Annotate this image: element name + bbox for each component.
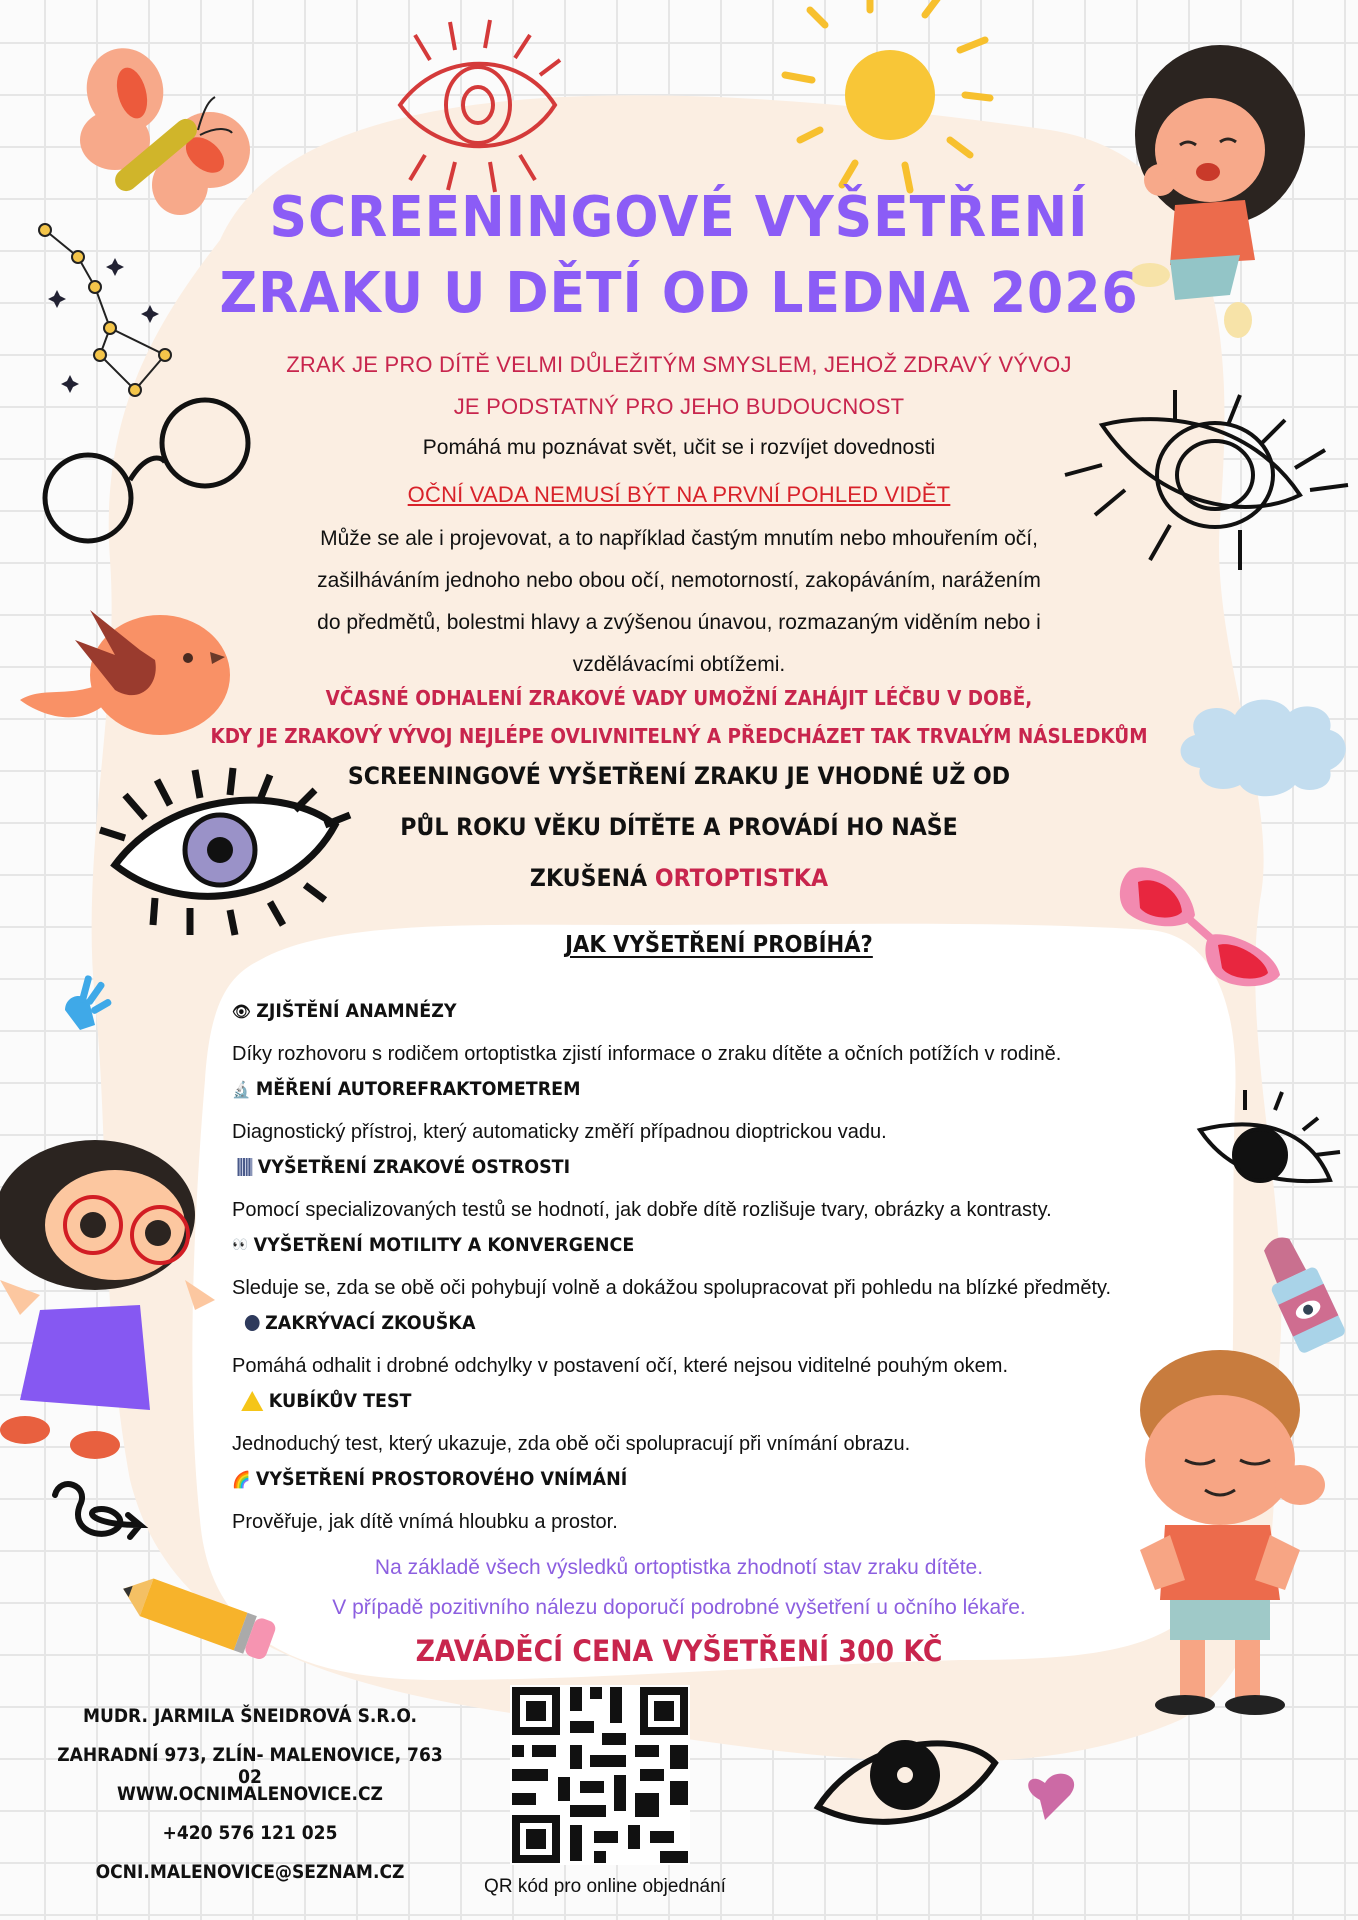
page-title-line-1: SCREENINGOVÉ VYŠETŘENÍ bbox=[269, 185, 1089, 250]
sun-icon bbox=[785, 0, 990, 190]
handprint-icon bbox=[65, 975, 113, 1030]
summary-line-2: V případě pozitivního nálezu doporučí podrobné vyšetření u očního lékaře. bbox=[332, 1596, 1026, 1619]
step-description: Sleduje se, zda se obě oči pohybují volně a dokážou spolupracovat při pohledu na blízké předměty. bbox=[232, 1277, 1112, 1299]
intro-red-line-1: ZRAK JE PRO DÍTĚ VELMI DŮLEŽITÝM SMYSLEM, JEHOŽ ZDRAVÝ VÝVOJ bbox=[286, 352, 1072, 377]
summary-line-1: Na základě všech výsledků ortoptistka zhodnotí stav zraku dítěte. bbox=[374, 1556, 984, 1579]
step-title: ZAKRÝVACÍ ZKOUŠKA bbox=[265, 1312, 476, 1334]
lashed-eye-purple-icon bbox=[100, 768, 350, 935]
symptoms-line: vzdělávacími obtížemi. bbox=[572, 653, 786, 676]
eye-drops-icon bbox=[1252, 1228, 1346, 1354]
age-line-3-prefix: ZKUŠENÁ bbox=[529, 864, 655, 892]
girl-with-glasses-illustration bbox=[0, 1140, 215, 1459]
symptoms-line: do předmětů, bolestmi hlavy a zvýšenou únavou, rozmazaným viděním nebo i bbox=[317, 611, 1041, 634]
page-title-line-2: ZRAKU U DĚTÍ OD LEDNA 2026 bbox=[219, 261, 1139, 326]
intro-red-line-2: JE PODSTATNÝ PRO JEHO BUDOUCNOST bbox=[453, 394, 905, 419]
symptoms-line: zašilháváním jednoho nebo obou očí, nemotorností, zakopáváním, narážením bbox=[317, 569, 1041, 592]
step-title: MĚŘENÍ AUTOREFRAKTOMETREM bbox=[255, 1078, 581, 1100]
bold-outline-eye-icon bbox=[818, 1740, 995, 1822]
step-cover-test bbox=[232, 1312, 497, 1334]
qr-code bbox=[510, 1685, 690, 1865]
symptoms-line: Může se ale i projevovat, a to například častým mnutím nebo mhouřením očí, bbox=[320, 527, 1038, 550]
price: ZAVÁDĚCÍ CENA VYŠETŘENÍ 300 KČ bbox=[415, 1634, 943, 1668]
eye-emoji-icon: 👁 bbox=[232, 1001, 251, 1021]
age-line-3 bbox=[54, 864, 1303, 892]
dark-circle-icon bbox=[245, 1315, 260, 1331]
heart-icon bbox=[1028, 1774, 1074, 1820]
company-name: MUDR. JARMILA ŠNEIDROVÁ S.R.O. bbox=[82, 1705, 418, 1727]
warning-underlined: OČNÍ VADA NEMUSÍ BÝT NA PRVNÍ POHLED VIDĚT bbox=[407, 482, 951, 507]
step-motility bbox=[232, 1234, 669, 1256]
step-title: KUBÍKŮV TEST bbox=[268, 1390, 412, 1412]
age-line-1: SCREENINGOVÉ VYŠETŘENÍ ZRAKU JE VHODNÉ UŽ OD bbox=[347, 762, 1011, 790]
procedure-heading: JAK VYŠETŘENÍ PROBÍHÁ? bbox=[565, 932, 873, 958]
step-title: ZJIŠTĚNÍ ANAMNÉZY bbox=[256, 1000, 457, 1022]
barcode-icon bbox=[238, 1158, 253, 1176]
qr-caption: QR kód pro online objednání bbox=[484, 1876, 726, 1897]
round-glasses-icon bbox=[45, 400, 248, 541]
website-link[interactable]: WWW.OCNIMALENOVICE.CZ bbox=[117, 1783, 383, 1805]
rainbow-icon: 🌈 bbox=[232, 1469, 251, 1489]
step-visual-acuity bbox=[232, 1156, 600, 1178]
dark-pupil-eye-icon bbox=[1200, 1090, 1340, 1181]
step-description: Pomocí specializovaných testů se hodnotí, jak dobře dítě rozlišuje tvary, obrázky a kontrasty. bbox=[232, 1199, 1052, 1221]
step-title: VYŠETŘENÍ MOTILITY A KONVERGENCE bbox=[253, 1234, 635, 1256]
orthoptist-highlight: ORTOPTISTKA bbox=[654, 864, 829, 892]
step-kubik-test bbox=[232, 1390, 427, 1412]
step-description: Prověřuje, jak dítě vnímá hloubku a prostor. bbox=[232, 1511, 618, 1533]
step-title: VYŠETŘENÍ PROSTOROVÉHO VNÍMÁNÍ bbox=[255, 1468, 628, 1490]
yellow-triangle-icon bbox=[241, 1391, 263, 1411]
step-description: Pomáhá odhalit i drobné odchylky v postavení očí, které nejsou viditelné pouhým okem. bbox=[232, 1355, 1008, 1377]
step-anamnesis bbox=[232, 1000, 476, 1022]
age-line-2: PŮL ROKU VĚKU DÍTĚTE A PROVÁDÍ HO NAŠE bbox=[400, 813, 958, 841]
address: ZAHRADNÍ 973, ZLÍN- MALENOVICE, 763 02 bbox=[57, 1744, 443, 1788]
early-detection-line-1: VČASNÉ ODHALENÍ ZRAKOVÉ VADY UMOŽNÍ ZAHÁJIT LÉČBU V DOBĚ, bbox=[325, 686, 1033, 710]
early-detection-line-2: KDY JE ZRAKOVÝ VÝVOJ NEJLÉPE OVLIVNITELNÝ A PŘEDCHÁZET TAK TRVALÝM NÁSLEDKŮM bbox=[210, 724, 1148, 748]
squiggle-arrow-icon bbox=[55, 1484, 140, 1537]
phone-link[interactable]: +420 576 121 025 bbox=[162, 1822, 338, 1844]
email-link[interactable]: OCNI.MALENOVICE@SEZNAM.CZ bbox=[95, 1861, 405, 1883]
sketch-eye-icon bbox=[400, 20, 560, 192]
eyes-icon: 👀 bbox=[232, 1237, 249, 1253]
intro-text: Pomáhá mu poznávat svět, učit se i rozvíjet dovednosti bbox=[422, 436, 936, 459]
step-description: Diagnostický přístroj, který automaticky změří případnou dioptrickou vadu. bbox=[232, 1121, 887, 1143]
step-spatial-perception bbox=[232, 1468, 662, 1490]
step-description: Jednoduchý test, který ukazuje, zda obě oči spolupracují při vnímání obrazu. bbox=[232, 1433, 911, 1455]
microscope-icon: 🔬 bbox=[232, 1079, 251, 1099]
step-title: VYŠETŘENÍ ZRAKOVÉ OSTROSTI bbox=[257, 1156, 571, 1178]
step-autorefractometer bbox=[232, 1078, 611, 1100]
step-description: Díky rozhovoru s rodičem ortoptistka zjistí informace o zraku dítěte a očních potížích v rodině. bbox=[232, 1043, 1062, 1065]
